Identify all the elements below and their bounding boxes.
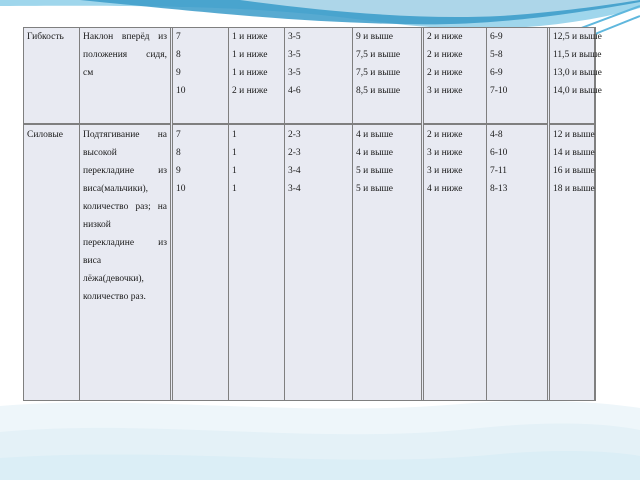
norm-value: 7,5 и выше <box>356 68 401 78</box>
category-cell <box>24 124 80 401</box>
bottom-wave-decoration <box>0 392 640 480</box>
exercise-text-line: см <box>83 68 94 78</box>
norm-cell <box>353 27 423 124</box>
norm-value: 2 и ниже <box>427 130 463 140</box>
exercise-text-line: Наклон вперёд из <box>83 32 167 42</box>
norm-cell <box>423 124 487 401</box>
exercise-text-line: Подтягивание на <box>83 130 167 140</box>
norm-value: 4-8 <box>490 130 503 140</box>
norm-value: 1 <box>232 130 237 140</box>
norm-value: 2-3 <box>288 148 301 158</box>
exercise-text-line: низкой <box>83 220 111 230</box>
exercise-cell <box>80 27 172 124</box>
category-label: Силовые <box>27 130 63 140</box>
norm-value: 2-3 <box>288 130 301 140</box>
norm-cell <box>549 27 602 124</box>
norm-value: 9 и выше <box>356 32 393 42</box>
norm-cell <box>229 27 285 124</box>
exercise-text-line: количество раз; на <box>83 202 167 212</box>
category-label: Гибкость <box>27 32 64 42</box>
table-row <box>24 124 596 401</box>
exercise-text-line: высокой <box>83 148 117 158</box>
norm-value: 12,5 и выше <box>553 32 602 42</box>
norm-value: 5 и выше <box>356 166 393 176</box>
norm-cell <box>549 124 596 401</box>
age-value: 8 <box>176 148 181 158</box>
age-value: 8 <box>176 50 181 60</box>
norm-value: 8-13 <box>490 184 508 194</box>
norm-value: 6-9 <box>490 32 503 42</box>
norm-value: 3 и ниже <box>427 148 463 158</box>
norm-value: 2 и ниже <box>427 68 463 78</box>
norm-value: 11,5 и выше <box>553 50 602 60</box>
norm-value: 18 и выше <box>553 184 595 194</box>
norm-value: 7-10 <box>490 86 508 96</box>
norm-value: 3-5 <box>288 50 301 60</box>
norm-value: 5 и выше <box>356 184 393 194</box>
norm-value: 2 и ниже <box>427 32 463 42</box>
norm-value: 7-11 <box>490 166 508 176</box>
exercise-text-line: перекладине из <box>83 238 167 248</box>
norm-value: 1 и ниже <box>232 68 268 78</box>
age-value: 7 <box>176 32 181 42</box>
norm-cell <box>487 124 549 401</box>
norm-value: 13,0 и выше <box>553 68 602 78</box>
exercise-text-line: лёжа(девочки), <box>83 274 144 284</box>
norm-value: 1 <box>232 148 237 158</box>
norm-value: 4-6 <box>288 86 301 96</box>
norm-value: 14 и выше <box>553 148 595 158</box>
norm-cell <box>423 27 487 124</box>
age-value: 7 <box>176 130 181 140</box>
norm-value: 14,0 и выше <box>553 86 602 96</box>
norm-value: 1 и ниже <box>232 50 268 60</box>
norm-cell <box>353 124 423 401</box>
norm-value: 16 и выше <box>553 166 595 176</box>
norm-value: 4 и выше <box>356 148 393 158</box>
norm-cell <box>285 124 353 401</box>
norm-cell <box>229 124 285 401</box>
norm-value: 1 и ниже <box>232 32 268 42</box>
table-row <box>24 27 596 124</box>
norm-value: 5-8 <box>490 50 503 60</box>
norm-value: 3-4 <box>288 166 301 176</box>
exercise-text-line: количество раз. <box>83 292 146 302</box>
norm-cell <box>487 27 549 124</box>
norm-value: 3-4 <box>288 184 301 194</box>
norm-value: 3 и ниже <box>427 166 463 176</box>
norm-value: 6-10 <box>490 148 508 158</box>
norm-value: 12 и выше <box>553 130 595 140</box>
exercise-text-line: виса <box>83 256 102 266</box>
exercise-text-line: положения сидя, <box>83 50 167 60</box>
age-cell <box>172 27 229 124</box>
age-value: 10 <box>176 86 186 96</box>
age-value: 10 <box>176 184 186 194</box>
exercise-text-line: виса(мальчики), <box>83 184 148 194</box>
norm-value: 4 и выше <box>356 130 393 140</box>
norm-value: 7,5 и выше <box>356 50 401 60</box>
age-value: 9 <box>176 166 181 176</box>
norm-value: 1 <box>232 184 237 194</box>
age-cell <box>172 124 229 401</box>
age-value: 9 <box>176 68 181 78</box>
norm-value: 4 и ниже <box>427 184 463 194</box>
exercise-cell <box>80 124 172 401</box>
norm-value: 8,5 и выше <box>356 86 401 96</box>
category-cell <box>24 27 80 124</box>
norm-value: 3-5 <box>288 68 301 78</box>
norm-value: 6-9 <box>490 68 503 78</box>
norm-value: 3-5 <box>288 32 301 42</box>
norms-table <box>23 27 602 401</box>
norm-value: 2 и ниже <box>427 50 463 60</box>
exercise-text-line: перекладине из <box>83 166 167 176</box>
norm-value: 1 <box>232 166 237 176</box>
norm-value: 3 и ниже <box>427 86 463 96</box>
norm-cell <box>285 27 353 124</box>
norm-value: 2 и ниже <box>232 86 268 96</box>
